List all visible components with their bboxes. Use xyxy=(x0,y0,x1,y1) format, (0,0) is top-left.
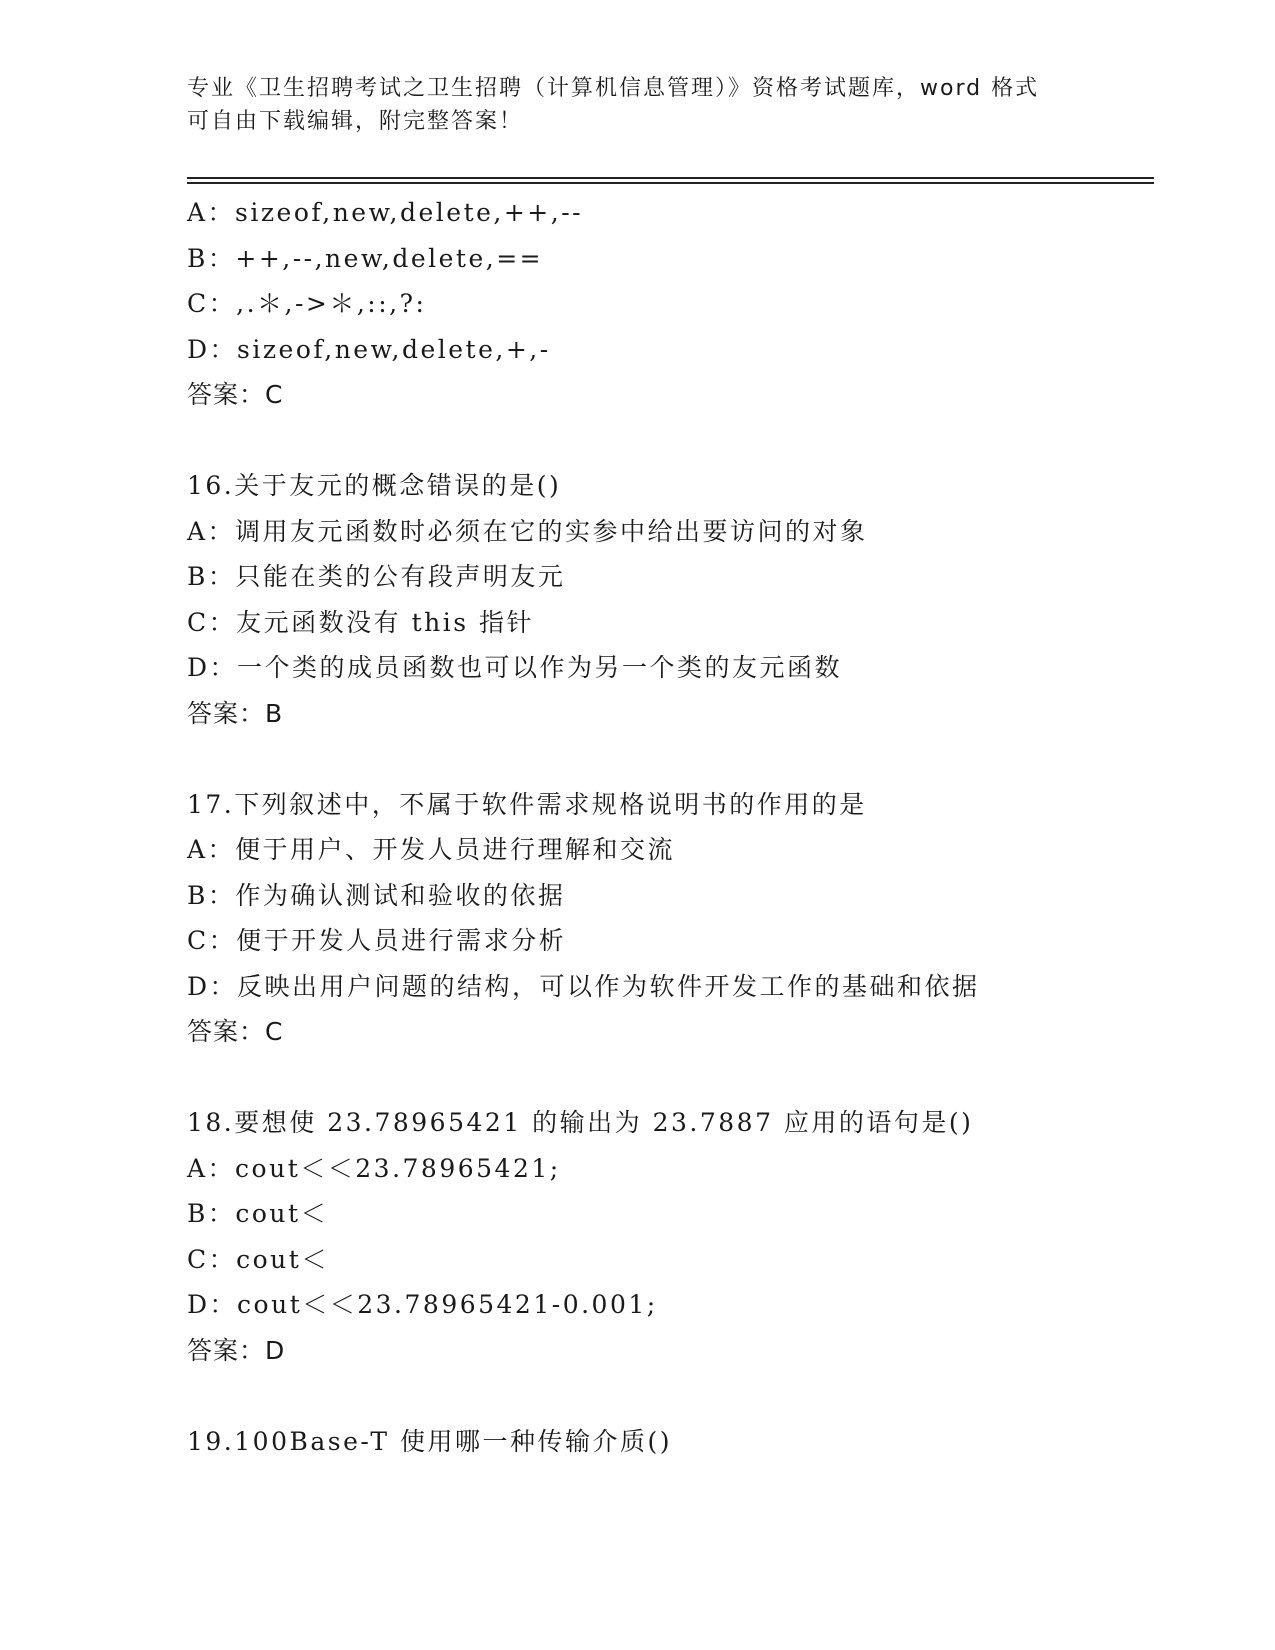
option-b: B：++,--,new,delete,== xyxy=(187,243,544,273)
header-line-2: 可自由下载编辑，附完整答案！ xyxy=(187,109,524,134)
spacer xyxy=(187,1055,1187,1101)
question-text: 19.100Base-T 使用哪一种传输介质() xyxy=(187,1426,673,1456)
option-c: C：,.＊,->＊,::,?: xyxy=(187,289,427,318)
spacer xyxy=(187,1373,1187,1419)
option-a: A：sizeof,new,delete,++,-- xyxy=(187,198,584,227)
option-c: C：便于开发人员进行需求分析 xyxy=(187,926,567,955)
option-b: B：cout＜ xyxy=(187,1199,329,1228)
question-19-block xyxy=(187,1419,1187,1465)
answer: 答案：C xyxy=(187,380,284,409)
answer: 答案：C xyxy=(187,1017,284,1046)
option-d: D：一个类的成员函数也可以作为另一个类的友元函数 xyxy=(187,653,843,682)
spacer xyxy=(187,418,1187,464)
spacer xyxy=(187,736,1187,782)
question-text: 17.下列叙述中，不属于软件需求规格说明书的作用的是 xyxy=(187,789,867,819)
question-15-block xyxy=(187,190,1187,418)
option-b: B：只能在类的公有段声明友元 xyxy=(187,562,566,591)
option-c: C：友元函数没有 this 指针 xyxy=(187,607,534,637)
question-text: 18.要想使 23.78965421 的输出为 23.7887 应用的语句是() xyxy=(187,1108,974,1137)
question-18-block xyxy=(187,1100,1187,1373)
answer: 答案：D xyxy=(187,1335,286,1365)
option-a: A：cout＜＜23.78965421; xyxy=(187,1153,561,1183)
option-a: A：便于用户、开发人员进行理解和交流 xyxy=(187,835,676,864)
option-b: B：作为确认测试和验收的依据 xyxy=(187,880,566,910)
option-d: D：反映出用户问题的结构，可以作为软件开发工作的基础和依据 xyxy=(187,971,980,1001)
option-a: A：调用友元函数时必须在它的实参中给出要访问的对象 xyxy=(187,516,868,546)
header-divider-top xyxy=(187,177,1154,179)
question-text: 16.关于友元的概念错误的是() xyxy=(187,471,562,500)
document-header xyxy=(187,72,1087,138)
question-17-block xyxy=(187,782,1187,1055)
option-c: C：cout＜ xyxy=(187,1244,329,1274)
answer: 答案：B xyxy=(187,698,284,728)
option-d: D：cout＜＜23.78965421-0.001; xyxy=(187,1290,658,1319)
option-d: D：sizeof,new,delete,+,- xyxy=(187,334,551,364)
header-divider-bottom xyxy=(187,182,1154,184)
question-list xyxy=(187,190,1187,1464)
question-16-block xyxy=(187,463,1187,736)
header-line-1: 专业《卫生招聘考试之卫生招聘（计算机信息管理）》资格考试题库，word 格式 xyxy=(187,76,1040,101)
